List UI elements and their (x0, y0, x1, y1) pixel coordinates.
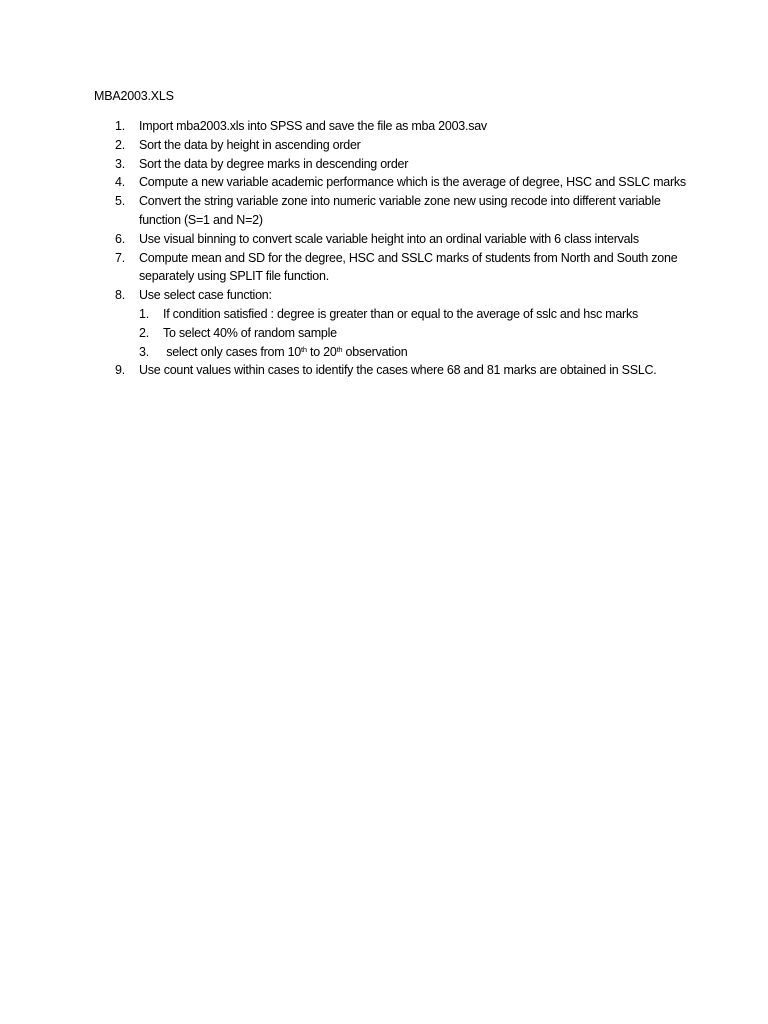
list-item-text: Compute mean and SD for the degree, HSC and SSLC marks of students from North and South zone separately using SPLIT file function. (139, 250, 678, 284)
list-item-text: Compute a new variable academic performance which is the average of degree, HSC and SSLC marks (139, 175, 686, 190)
list-item (115, 173, 687, 192)
list-number: 5. (115, 194, 125, 209)
document-title: MBA2003.XLS (94, 89, 174, 103)
sub-list-item (139, 343, 687, 362)
list-item-text: Sort the data by height in ascending order (139, 137, 361, 152)
list-number: 2. (115, 137, 125, 152)
list-number: 8. (115, 288, 125, 303)
task-list (115, 117, 687, 380)
list-item-text: Sort the data by degree marks in descending order (139, 156, 409, 171)
sub-task-list (139, 305, 687, 361)
list-number: 7. (115, 250, 125, 265)
list-item (115, 286, 687, 361)
list-item-text: Use visual binning to convert scale variable height into an ordinal variable with 6 class intervals (139, 231, 639, 246)
sub-list-number: 1. (139, 306, 149, 321)
sub-text-suffix: observation (342, 344, 408, 359)
superscript-th: th (301, 344, 307, 354)
list-item (115, 192, 687, 230)
list-item (115, 136, 687, 155)
sub-list-item-text (163, 345, 407, 359)
list-number: 1. (115, 119, 125, 133)
sub-list-number: 3. (139, 344, 149, 359)
sub-text-prefix: select only cases from 10 (163, 344, 302, 359)
sub-list-item (139, 305, 687, 324)
list-number: 9. (115, 363, 125, 378)
sub-list-item-text: If condition satisfied : degree is greater than or equal to the average of sslc and hsc marks (163, 306, 638, 321)
list-number: 6. (115, 231, 125, 246)
sub-list-number: 2. (139, 325, 149, 340)
superscript-th: th (336, 344, 343, 354)
sub-text-middle: to 20 (306, 344, 337, 359)
list-item (115, 361, 687, 380)
list-item (115, 117, 687, 136)
list-number: 3. (115, 156, 125, 171)
list-item-text: Use count values within cases to identify the cases where 68 and 81 marks are obtained in SSLC. (139, 363, 657, 378)
list-item (115, 230, 687, 249)
sub-list-item-text: To select 40% of random sample (163, 325, 337, 340)
list-item (115, 155, 687, 174)
list-item-text: Convert the string variable zone into numeric variable zone new using recode into different variable function (S=1 and N=2) (139, 194, 661, 227)
list-item-text: Import mba2003.xls into SPSS and save the file as mba 2003.sav (139, 119, 487, 133)
list-item-text: Use select case function: (139, 288, 272, 303)
list-number: 4. (115, 175, 125, 190)
list-item (115, 249, 687, 287)
sub-list-item (139, 324, 687, 343)
